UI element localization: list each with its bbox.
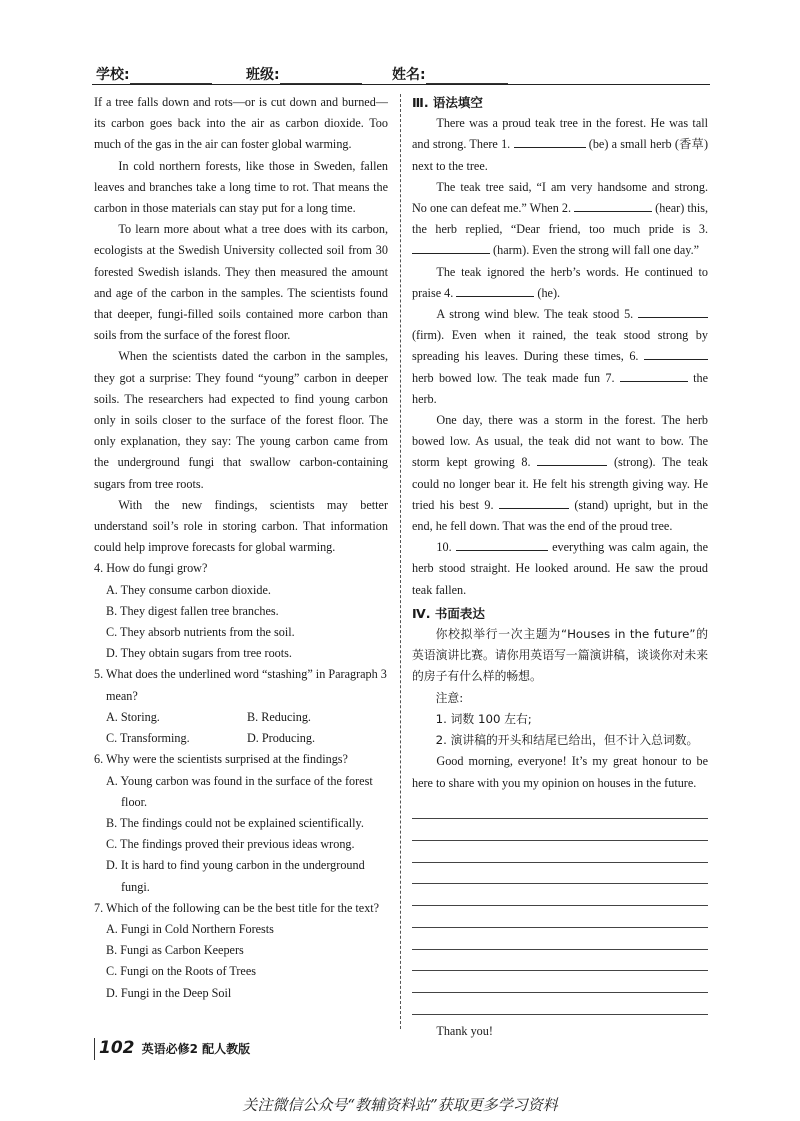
column-divider bbox=[400, 94, 401, 1029]
question-stem: 4. How do fungi grow? bbox=[94, 561, 208, 576]
writing-line[interactable] bbox=[412, 971, 708, 993]
passage-paragraph: With the new findings, scientists may better understand soil’s role in storing carbon. That information could help improve forecasts for global warming. bbox=[94, 497, 388, 555]
blank-2[interactable] bbox=[574, 199, 652, 212]
writing-line[interactable] bbox=[412, 841, 708, 863]
options-row bbox=[106, 707, 388, 728]
cloze-paragraph bbox=[412, 262, 708, 304]
cloze-paragraph bbox=[412, 304, 708, 410]
question-7 bbox=[94, 898, 388, 1004]
blank-7[interactable] bbox=[620, 369, 688, 382]
question-4 bbox=[94, 558, 388, 664]
exercise-column bbox=[412, 92, 708, 1042]
note-2: 2. 演讲稿的开头和结尾已给出，但不计入总词数。 bbox=[435, 733, 699, 748]
blank-4[interactable] bbox=[456, 284, 534, 297]
writing-task: 你校拟举行一次主题为“Houses in the future”的英语演讲比赛。请你用英语写一篇演讲稿，谈谈你对未来的房子有什么样的畅想。 bbox=[412, 627, 708, 684]
passage-paragraph: When the scientists dated the carbon in the samples, they got a surprise: They found “young” carbon in deeper soils. The researchers had expected to find young carbon only in soils closer to the surface of the forest floor. The only explanation, they say: The young carbon came from the underground fungi that swallow carbon-containing sugars from tree roots. bbox=[94, 349, 388, 491]
writing-line[interactable] bbox=[412, 993, 708, 1015]
writing-line[interactable] bbox=[412, 798, 708, 820]
text-run: There was a proud teak tree in the forest. He was tall and strong. There 1. bbox=[412, 116, 708, 152]
note-title: 注意: bbox=[435, 690, 464, 705]
text-run: (hear) this, the herb replied, “Dear friend, too much pride is 3. bbox=[412, 201, 708, 237]
option-a: A. They consume carbon dioxide. bbox=[106, 582, 271, 597]
school-blank bbox=[130, 70, 212, 84]
name-field bbox=[392, 64, 508, 84]
question-stem: 6. Why were the scientists surprised at the findings? bbox=[94, 752, 348, 767]
option-a: A. Fungi in Cold Northern Forests bbox=[106, 921, 274, 936]
class-label: 班级: bbox=[246, 67, 280, 83]
option-c: C. Fungi on the Roots of Trees bbox=[106, 964, 256, 979]
note-1: 1. 词数 100 左右; bbox=[435, 711, 532, 726]
option-b: B. Reducing. bbox=[247, 709, 311, 724]
text-run: (firm). Even when it rained, the teak stood strong by spreading his leaves. During these times, 6. bbox=[412, 328, 708, 364]
text-run: (harm). Even the strong will fall one day.” bbox=[493, 243, 700, 258]
writing-area[interactable] bbox=[412, 798, 708, 1015]
cloze-paragraph bbox=[412, 177, 708, 262]
writing-line[interactable] bbox=[412, 863, 708, 885]
question-stem: 5. What does the underlined word “stashing” in Paragraph 3 mean? bbox=[94, 667, 387, 703]
option-b: B. Fungi as Carbon Keepers bbox=[106, 943, 244, 958]
blank-8[interactable] bbox=[537, 453, 607, 466]
question-stem: 7. Which of the following can be the best title for the text? bbox=[94, 900, 380, 915]
speech-opening: Good morning, everyone! It’s my great honour to be here to share with you my opinion on houses in the future. bbox=[412, 754, 708, 790]
promo-note: 关注微信公众号“教辅资料站”获取更多学习资料 bbox=[242, 1096, 558, 1114]
blank-9[interactable] bbox=[499, 496, 569, 509]
option-b: B. They digest fallen tree branches. bbox=[106, 603, 279, 618]
question-6 bbox=[94, 749, 388, 897]
blank-1[interactable] bbox=[514, 135, 586, 148]
school-field bbox=[96, 64, 212, 84]
name-label: 姓名: bbox=[392, 67, 426, 83]
writing-line[interactable] bbox=[412, 950, 708, 972]
option-b: B. The findings could not be explained scientifically. bbox=[106, 815, 364, 830]
text-run: A strong wind blew. The teak stood 5. bbox=[436, 307, 634, 322]
text-run: The teak ignored the herb’s words. He continued to praise 4. bbox=[412, 264, 708, 300]
passage-paragraph: If a tree falls down and rots—or is cut down and burned—its carbon goes back into the air as carbon dioxide. Too much of the gas in the air can foster global warming. bbox=[94, 95, 388, 152]
section-4-title: Ⅳ. 书面表达 bbox=[412, 605, 485, 621]
option-c: C. Transforming. bbox=[106, 731, 190, 746]
page-footer bbox=[94, 1038, 250, 1060]
option-d: D. They obtain sugars from tree roots. bbox=[106, 646, 292, 661]
text-run: The teak tree said, “I am very handsome and strong. No one can defeat me.” When 2. bbox=[412, 179, 708, 216]
blank-5[interactable] bbox=[638, 305, 708, 318]
option-a: A. Young carbon was found in the surface of the forest floor. bbox=[106, 773, 373, 809]
text-run: (he). bbox=[537, 285, 561, 300]
option-d: D. Fungi in the Deep Soil bbox=[106, 985, 232, 1000]
text-run: (strong). The teak could no longer bear it. He felt his strength giving way. He tried his best 9. bbox=[412, 455, 708, 512]
book-title: 英语必修2 配人教版 bbox=[141, 1042, 251, 1056]
option-c: C. The findings proved their previous ideas wrong. bbox=[106, 837, 355, 852]
header-rule bbox=[92, 84, 710, 85]
name-blank bbox=[426, 70, 508, 84]
cloze-paragraph bbox=[412, 113, 708, 177]
section-3-title: Ⅲ. 语法填空 bbox=[412, 95, 483, 110]
page-number: 102 bbox=[99, 1038, 135, 1058]
option-d: D. It is hard to find young carbon in the underground fungi. bbox=[106, 858, 365, 894]
options-row bbox=[106, 728, 388, 749]
text-run: everything was calm again, the herb stood straight. He looked around. He saw the proud teak fallen. bbox=[412, 540, 709, 597]
text-run: herb bowed low. The teak made fun 7. bbox=[412, 370, 615, 385]
text-run: One day, there was a storm in the forest. The herb bowed low. As usual, the teak did not want to bow. The storm kept growing 8. bbox=[412, 413, 708, 470]
question-5 bbox=[94, 664, 388, 749]
text-run: (be) a small herb (香草) next to the tree. bbox=[412, 137, 709, 173]
writing-line[interactable] bbox=[412, 884, 708, 906]
cloze-paragraph bbox=[412, 537, 708, 601]
blank-6[interactable] bbox=[644, 347, 708, 360]
text-run: (stand) upright, but in the end, he fell down. That was the end of the proud tree. bbox=[412, 497, 709, 534]
writing-line[interactable] bbox=[412, 928, 708, 950]
option-c: C. They absorb nutrients from the soil. bbox=[106, 625, 295, 640]
cloze-paragraph bbox=[412, 410, 708, 537]
option-a: A. Storing. bbox=[106, 709, 160, 724]
reading-column bbox=[94, 92, 388, 1004]
option-d: D. Producing. bbox=[247, 731, 316, 746]
blank-3[interactable] bbox=[412, 241, 490, 254]
text-run: 10. bbox=[436, 540, 452, 555]
school-label: 学校: bbox=[96, 67, 130, 83]
writing-line[interactable] bbox=[412, 906, 708, 928]
writing-line[interactable] bbox=[412, 819, 708, 841]
text-run: the herb. bbox=[412, 370, 709, 406]
passage-paragraph: To learn more about what a tree does with its carbon, ecologists at the Swedish University collected soil from 30 forested Swedish islands. They then measured the amount and age of the carbon in the samples. The scientists found that deeper, fungi-filled soils contained more carbon than soils from the surface of the forest floor. bbox=[94, 222, 388, 343]
passage-paragraph: In cold northern forests, like those in Sweden, fallen leaves and branches take a long time to rot. That means the carbon in those materials can stay put for a long time. bbox=[94, 158, 388, 216]
speech-closing: Thank you! bbox=[436, 1023, 493, 1038]
blank-10[interactable] bbox=[456, 538, 548, 551]
class-blank bbox=[280, 70, 362, 84]
class-field bbox=[246, 64, 362, 84]
